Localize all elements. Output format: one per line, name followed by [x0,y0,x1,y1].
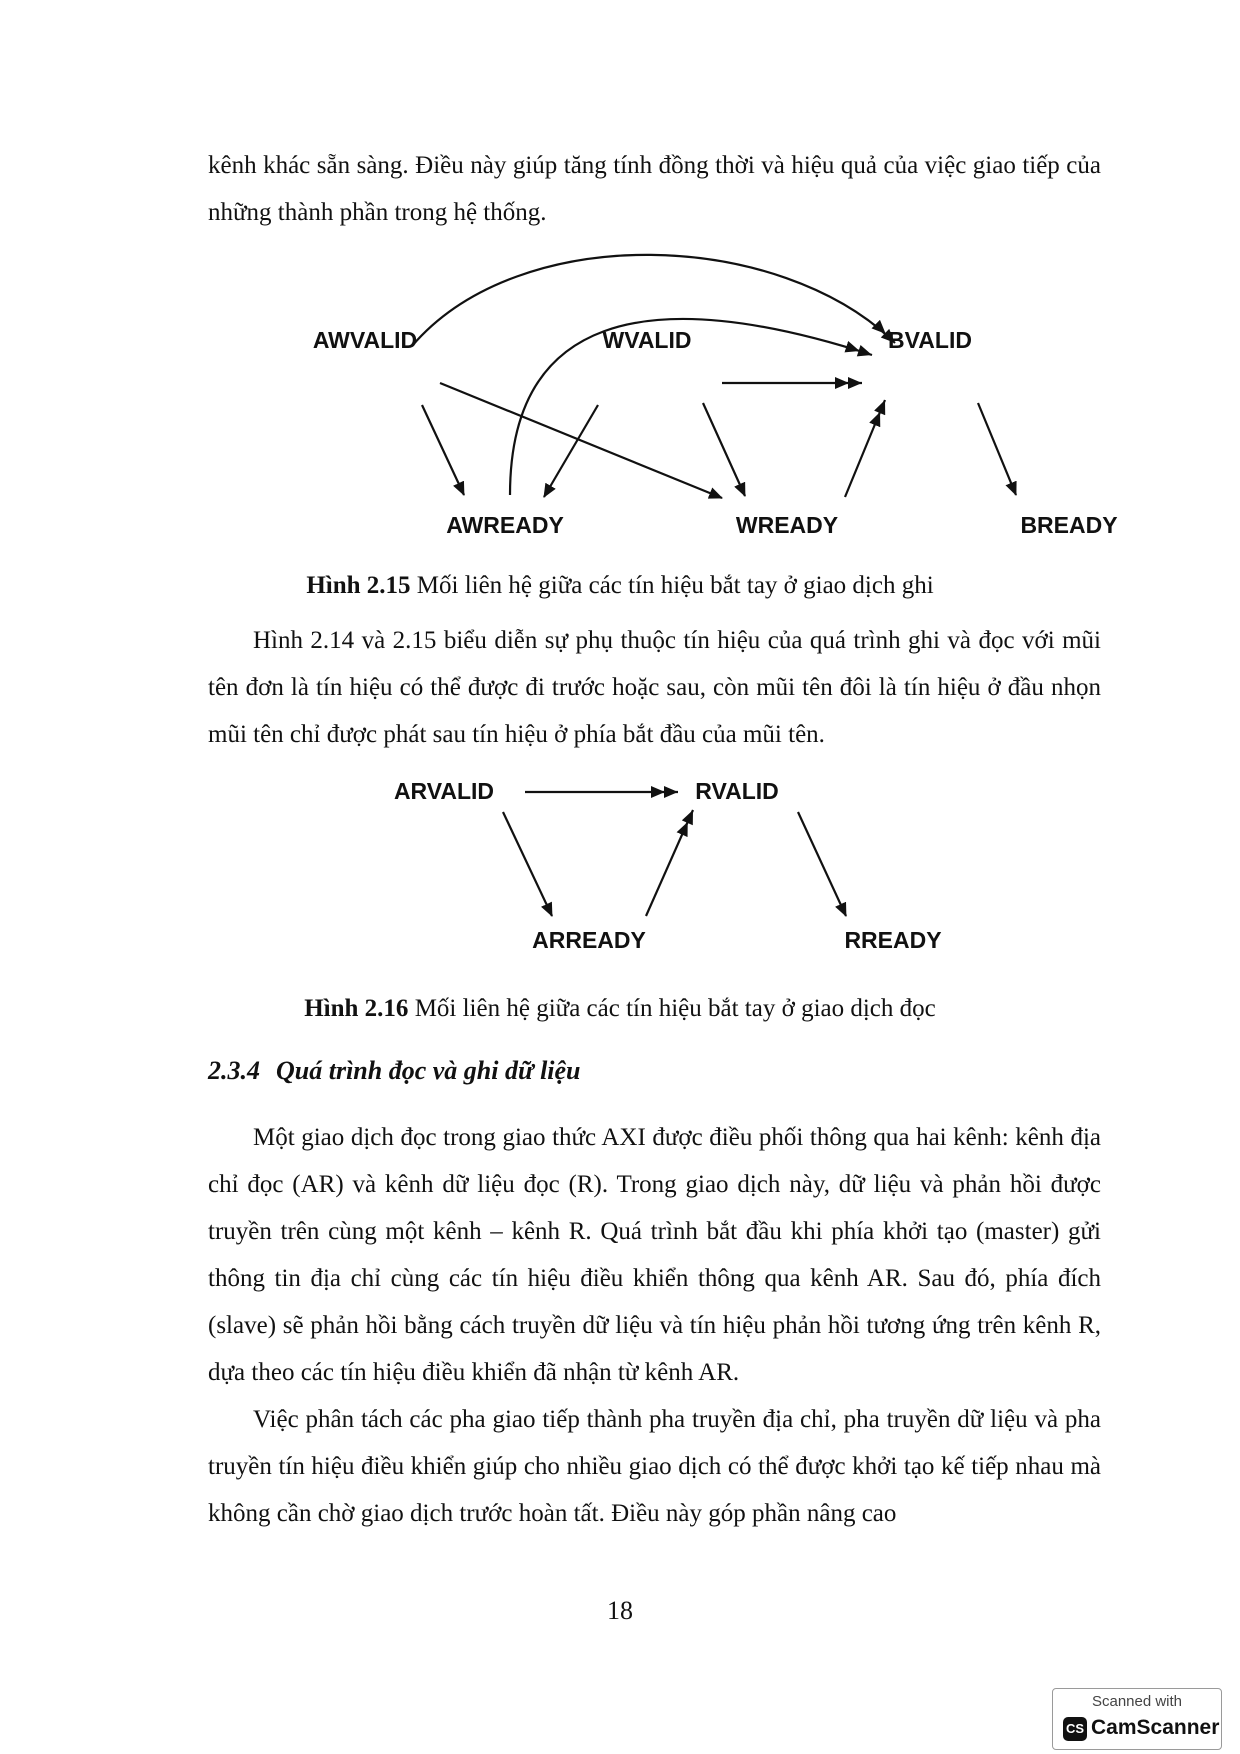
edge-rvalid-to-rready [798,812,846,916]
node-bready: BREADY [1020,512,1118,538]
paragraph-read-transaction: Một giao dịch đọc trong giao thức AXI được điều phối thông qua hai kênh: kênh địa chỉ đọc (AR) và kênh dữ liệu đọc (R). Trong giao dịch này, dữ liệu và phản hồi được truyền trên cùng một kênh – kênh R. Quá trình bắt đầu khi phía khởi tạo (master) gửi thông tin địa chỉ cùng các tín hiệu điều khiển thông qua kênh AR. Sau đó, phía đích (slave) sẽ phản hồi bằng cách truyền dữ liệu và tín hiệu phản hồi tương ứng trên kênh R, dựa theo các tín hiệu điều khiển đã nhận từ kênh AR. [208,1124,1101,1386]
node-wvalid: WVALID [602,327,692,353]
edge-awvalid-to-awready [422,405,464,495]
caption-label-write: Hình 2.15 [306,572,411,599]
edge-arvalid-to-arready [503,812,552,916]
edge-awvalid-to-wready [440,383,722,498]
node-awvalid: AWVALID [312,327,418,353]
node-arready: ARREADY [532,927,646,953]
section-number: 2.3.4 [208,1056,260,1085]
edge-bvalid-to-bready [978,403,1016,495]
node-awready: AWREADY [446,512,564,538]
read-handshake-diagram [0,770,1240,970]
node-wready: WREADY [735,512,839,538]
edge-wvalid-to-awready [544,405,598,497]
caption-text-read: Mối liên hệ giữa các tín hiệu bắt tay ở giao dịch đọc [408,995,936,1022]
paragraph-intro: kênh khác sẵn sàng. Điều này giúp tăng tính đồng thời và hiệu quả của việc giao tiếp của những thành phần trong hệ thống. [208,152,1101,226]
page-number: 18 [607,1596,633,1625]
figure-caption-read [0,993,1240,1025]
paragraph-diagram-explanation: Hình 2.14 và 2.15 biểu diễn sự phụ thuộc tín hiệu của quá trình ghi và đọc với mũi tên đơn là tín hiệu có thể được đi trước hoặc sau, còn mũi tên đôi là tín hiệu ở đầu nhọn mũi tên chỉ được phát sau tín hiệu ở phía bắt đầu của mũi tên. [208,627,1101,748]
section-heading [208,1056,581,1086]
caption-label-read: Hình 2.16 [304,995,409,1022]
camscanner-watermark [1052,1688,1222,1750]
watermark-brand: CamScanner [1091,1716,1220,1739]
node-rvalid: RVALID [695,778,779,804]
figure-caption-write [0,570,1240,602]
watermark-top-text: Scanned with [1091,1693,1183,1710]
edge-wvalid-to-wready [703,403,745,496]
node-arvalid: ARVALID [393,778,495,804]
write-handshake-diagram [0,240,1240,550]
caption-text-write: Mối liên hệ giữa các tín hiệu bắt tay ở giao dịch ghi [410,572,934,599]
node-bvalid: BVALID [888,327,972,353]
node-rready: RREADY [844,927,942,953]
camscanner-logo-icon: CS [1063,1717,1087,1741]
edge-wready-to-bvalid [845,400,885,497]
paragraph-phase-separation: Việc phân tách các pha giao tiếp thành pha truyền địa chỉ, pha truyền dữ liệu và pha truyền tín hiệu điều khiển giúp cho nhiều giao dịch có thể được khởi tạo kế tiếp nhau mà không cần chờ giao dịch trước hoàn tất. Điều này góp phần nâng cao [208,1406,1101,1527]
section-title: Quá trình đọc và ghi dữ liệu [276,1056,581,1085]
edge-arready-to-rvalid [646,810,693,916]
